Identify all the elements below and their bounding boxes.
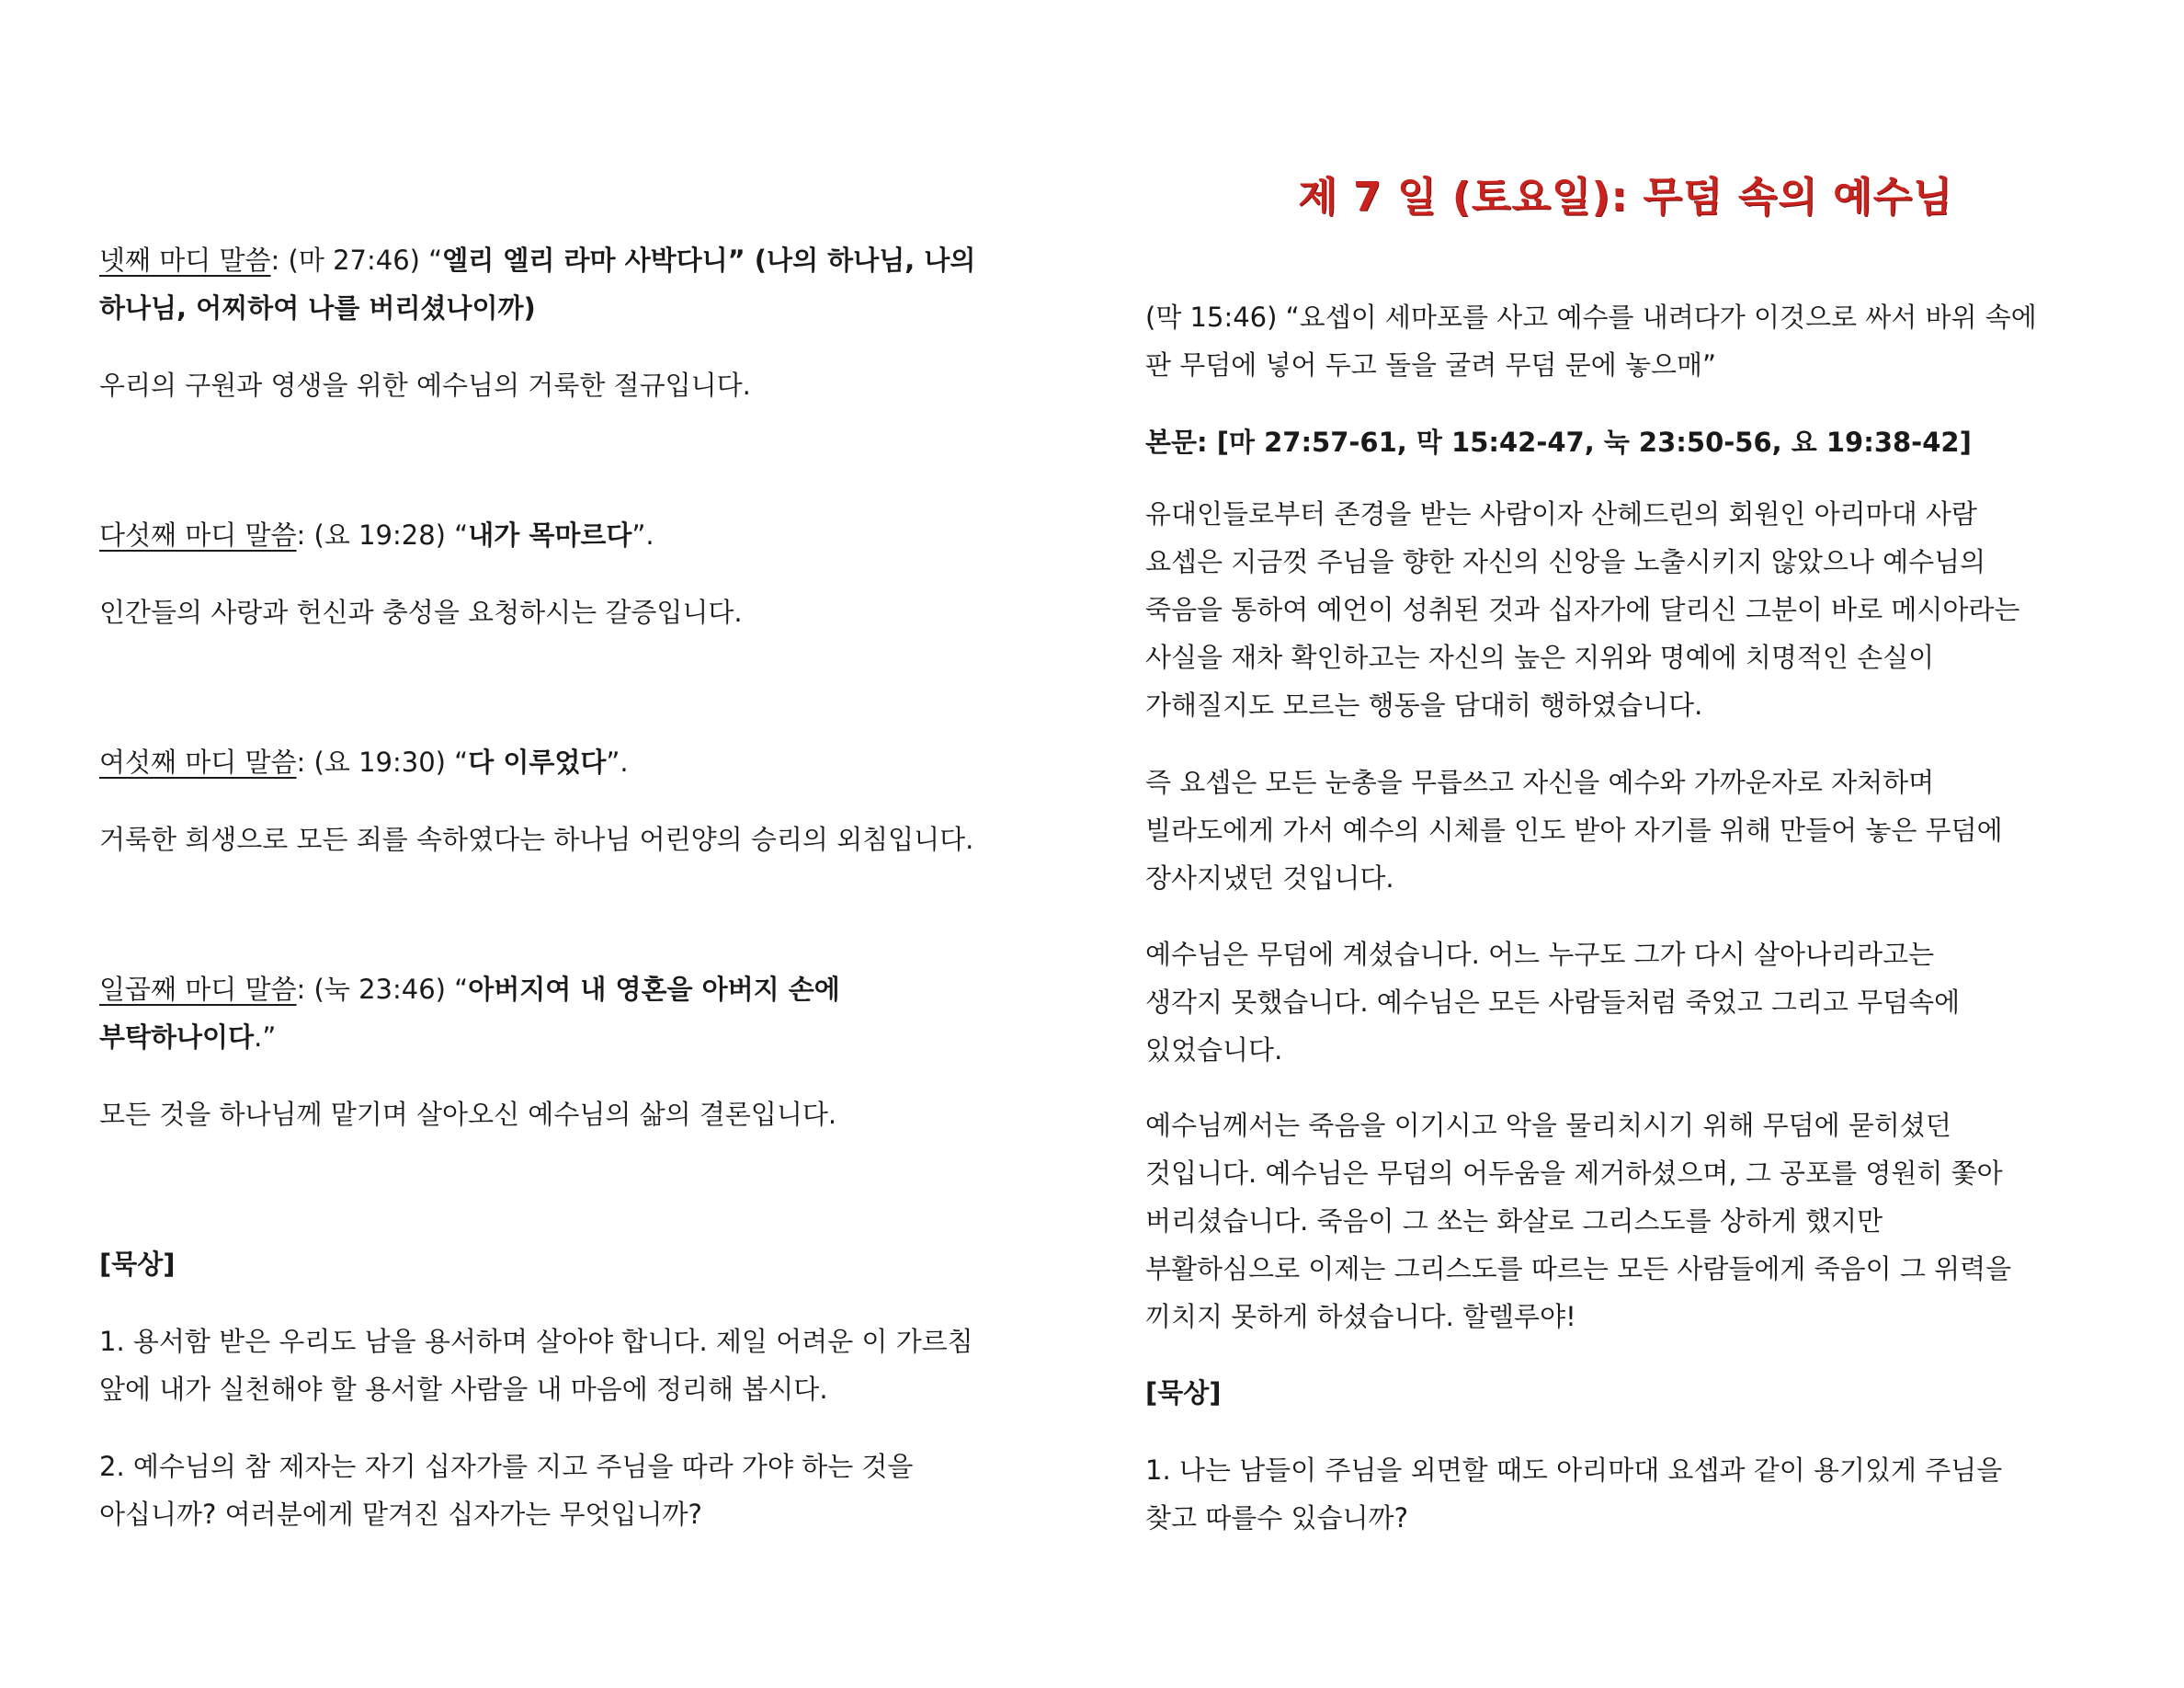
- verse-line-2: 판 무덤에 넣어 두고 돌을 굴려 무덤 문에 놓으매”: [1145, 349, 1717, 381]
- right-meditation-1-line-1: 1. 나는 남들이 주님을 외면할 때도 아리마대 요셉과 같이 용기있게 주님을: [1145, 1454, 2003, 1486]
- word-6-end: ”.: [606, 747, 629, 778]
- para-1-line-3: 죽음을 통하여 예언이 성취된 것과 십자가에 달리신 그분이 바로 메시아라는: [1145, 594, 2020, 625]
- para-3-line-3: 있었습니다.: [1145, 1034, 1283, 1066]
- left-meditation-heading: [묵상]: [99, 1249, 176, 1280]
- word-4-description: 우리의 구원과 영생을 위한 예수님의 거룩한 절규입니다.: [99, 370, 751, 401]
- word-6-line: [99, 739, 629, 786]
- word-7-label: 일곱째 마디 말씀: [99, 974, 297, 1005]
- para-2-line-2: 빌라도에게 가서 예수의 시체를 인도 받아 자기를 위해 만들어 놓은 무덤에: [1145, 815, 2003, 846]
- word-6-ref: : (요 19:30) “: [296, 747, 469, 778]
- para-2-line-1: 즉 요셉은 모든 눈총을 무릅쓰고 자신을 예수와 가까운자로 자처하며: [1145, 767, 1935, 798]
- para-1-line-2: 요셉은 지금껏 주님을 향한 자신의 신앙을 노출시키지 않았으나 예수님의: [1145, 546, 1986, 577]
- right-meditation-heading: [묵상]: [1145, 1377, 1222, 1409]
- para-4-line-3: 버리셨습니다. 죽음이 그 쏘는 화살로 그리스도를 상하게 했지만: [1145, 1205, 1883, 1237]
- day-7-title: 제 7 일 (토요일): 무덤 속의 예수님: [1298, 174, 1953, 221]
- word-7-ref: : (눅 23:46) “: [296, 974, 469, 1005]
- word-5-quote: 내가 목마르다: [468, 519, 632, 551]
- para-3-line-1: 예수님은 무덤에 계셨습니다. 어느 누구도 그가 다시 살아나리라고는: [1145, 939, 1935, 970]
- word-4-quote-close: ”: [727, 245, 755, 276]
- word-6-description: 거룩한 희생으로 모든 죄를 속하였다는 하나님 어린양의 승리의 외침입니다.: [99, 824, 974, 855]
- scripture-reference: 본문: [마 27:57-61, 막 15:42-47, 눅 23:50-56, 요 19:38-42]: [1145, 427, 1972, 458]
- word-4-quote: 엘리 엘리 라마 사박다니: [442, 245, 728, 276]
- para-1-line-1: 유대인들로부터 존경을 받는 사람이자 산헤드린의 회원인 아리마대 사람: [1145, 498, 1977, 530]
- word-4-translation-1: (나의 하나님, 나의: [754, 245, 976, 276]
- para-4-line-2: 것입니다. 예수님은 무덤의 어두움을 제거하셨으며, 그 공포를 영원히 쫓아: [1145, 1158, 2003, 1189]
- left-meditation-1-line-1: 1. 용서함 받은 우리도 남을 용서하며 살아야 합니다. 제일 어려운 이 가르침: [99, 1326, 973, 1357]
- word-5-line: [99, 512, 654, 559]
- right-meditation-1-line-2: 찾고 따를수 있습니까?: [1145, 1502, 1408, 1534]
- word-6-quote: 다 이루었다: [468, 747, 607, 778]
- left-meditation-2-line-2: 아십니까? 여러분에게 맡겨진 십자가는 무엇입니까?: [99, 1499, 702, 1530]
- word-5-end: ”.: [631, 519, 654, 551]
- word-4-line-2: [99, 285, 536, 332]
- word-5-ref: : (요 19:28) “: [296, 519, 469, 551]
- word-5-label: 다섯째 마디 말씀: [99, 519, 297, 551]
- word-4-ref: : (마 27:46) “: [270, 245, 443, 276]
- word-4-label: 넷째 마디 말씀: [99, 245, 271, 276]
- para-4-line-4: 부활하심으로 이제는 그리스도를 따르는 모든 사람들에게 죽음이 그 위력을: [1145, 1253, 2012, 1284]
- word-7-quote-1: 아버지여 내 영혼을 아버지 손에: [468, 974, 840, 1005]
- word-5-description: 인간들의 사랑과 헌신과 충성을 요청하시는 갈증입니다.: [99, 597, 743, 628]
- word-4-line-1: [99, 237, 975, 284]
- verse-line-1: (막 15:46) “요셉이 세마포를 사고 예수를 내려다가 이것으로 싸서 바위 속에: [1145, 302, 2037, 333]
- word-7-line-1: [99, 966, 840, 1013]
- word-7-description: 모든 것을 하나님께 맡기며 살아오신 예수님의 삶의 결론입니다.: [99, 1099, 837, 1130]
- para-3-line-2: 생각지 못했습니다. 예수님은 모든 사람들처럼 죽었고 그리고 무덤속에: [1145, 987, 1961, 1018]
- left-meditation-1-line-2: 앞에 내가 실천해야 할 용서할 사람을 내 마음에 정리해 봅시다.: [99, 1374, 828, 1405]
- word-6-label: 여섯째 마디 말씀: [99, 747, 297, 778]
- para-1-line-5: 가해질지도 모르는 행동을 담대히 행하였습니다.: [1145, 690, 1703, 721]
- left-meditation-2-line-1: 2. 예수님의 참 제자는 자기 십자가를 지고 주님을 따라 가야 하는 것을: [99, 1451, 914, 1482]
- word-4-translation-2: 하나님, 어찌하여 나를 버리셨나이까): [99, 292, 536, 324]
- word-7-quote-2: 부탁하나이다: [99, 1021, 255, 1053]
- word-7-line-2: [99, 1014, 276, 1061]
- para-1-line-4: 사실을 재차 확인하고는 자신의 높은 지위와 명예에 치명적인 손실이: [1145, 642, 1935, 673]
- word-7-end: .”: [254, 1021, 277, 1053]
- para-4-line-1: 예수님께서는 죽음을 이기시고 악을 물리치시기 위해 무덤에 묻히셨던: [1145, 1110, 1951, 1141]
- para-4-line-5: 끼치지 못하게 하셨습니다. 할렐루야!: [1145, 1301, 1576, 1332]
- para-2-line-3: 장사지냈던 것입니다.: [1145, 862, 1394, 894]
